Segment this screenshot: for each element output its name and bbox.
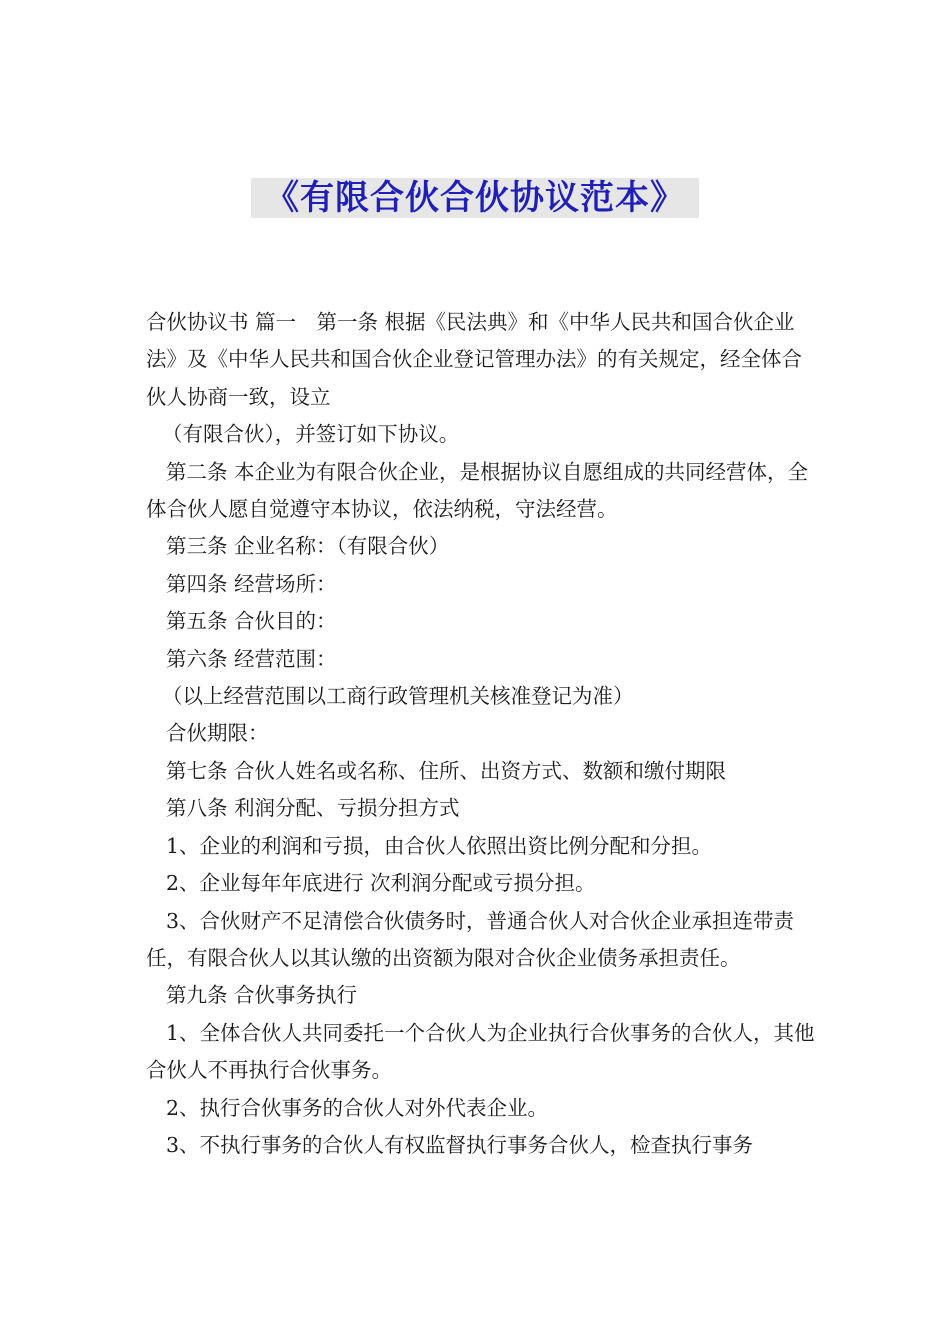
paragraph-article-5: 第五条 合伙目的： (166, 609, 337, 634)
paragraph-article-7: 第七条 合伙人姓名或名称、住所、出资方式、数额和缴付期限 (166, 758, 727, 783)
paragraph-term: 合伙期限： (166, 721, 269, 746)
paragraph-article-6: 第六条 经营范围： (166, 646, 337, 671)
document-title: 《有限合伙合伙协议范本》 (251, 178, 699, 218)
title-container (0, 178, 950, 218)
paragraph-scope-note: （以上经营范围以工商行政管理机关核准登记为准） (162, 684, 634, 709)
paragraph-article-9: 第九条 合伙事务执行 (166, 983, 358, 1008)
paragraph-article-8-item-3: 3、合伙财产不足清偿合伙债务时，普通合伙人对合伙企业承担连带责任，有限合伙人以其认缴的出资额为限对合伙企业债务承担责任。 (146, 908, 795, 970)
paragraph-article-8-item-2: 2、企业每年年底进行 次利润分配或亏损分担。 (166, 871, 596, 896)
paragraph-article-8: 第八条 利润分配、亏损分担方式 (166, 796, 460, 821)
paragraph-article-2: 第二条 本企业为有限合伙企业，是根据协议自愿组成的共同经营体，全体合伙人愿自觉遵守本协议，依法纳税，守法经营。 (146, 459, 809, 522)
document-body (146, 304, 816, 1164)
paragraph-article-3: 第三条 企业名称：（有限合伙） (166, 534, 450, 559)
paragraph-limited-partnership-note: （有限合伙），并签订如下协议。 (162, 422, 460, 447)
paragraph-article-9-item-1: 1、全体合伙人共同委托一个合伙人为企业执行合伙事务的合伙人，其他合伙人不再执行合伙事务。 (146, 1020, 815, 1083)
paragraph-article-9-item-3: 3、不执行事务的合伙人有权监督执行事务合伙人，检查执行事务 (166, 1132, 754, 1157)
paragraph-article-9-item-2: 2、执行合伙事务的合伙人对外代表企业。 (166, 1095, 549, 1120)
paragraph-article-4: 第四条 经营场所： (166, 571, 337, 596)
paragraph-article-8-item-1: 1、企业的利润和亏损，由合伙人依照出资比例分配和分担。 (166, 833, 713, 858)
paragraph-article-1: 合伙协议书 篇一 第一条 根据《民法典》和《中华人民共和国合伙企业法》及《中华人民共和国合伙企业登记管理办法》的有关规定，经全体合伙人协商一致，设立 (146, 310, 802, 409)
